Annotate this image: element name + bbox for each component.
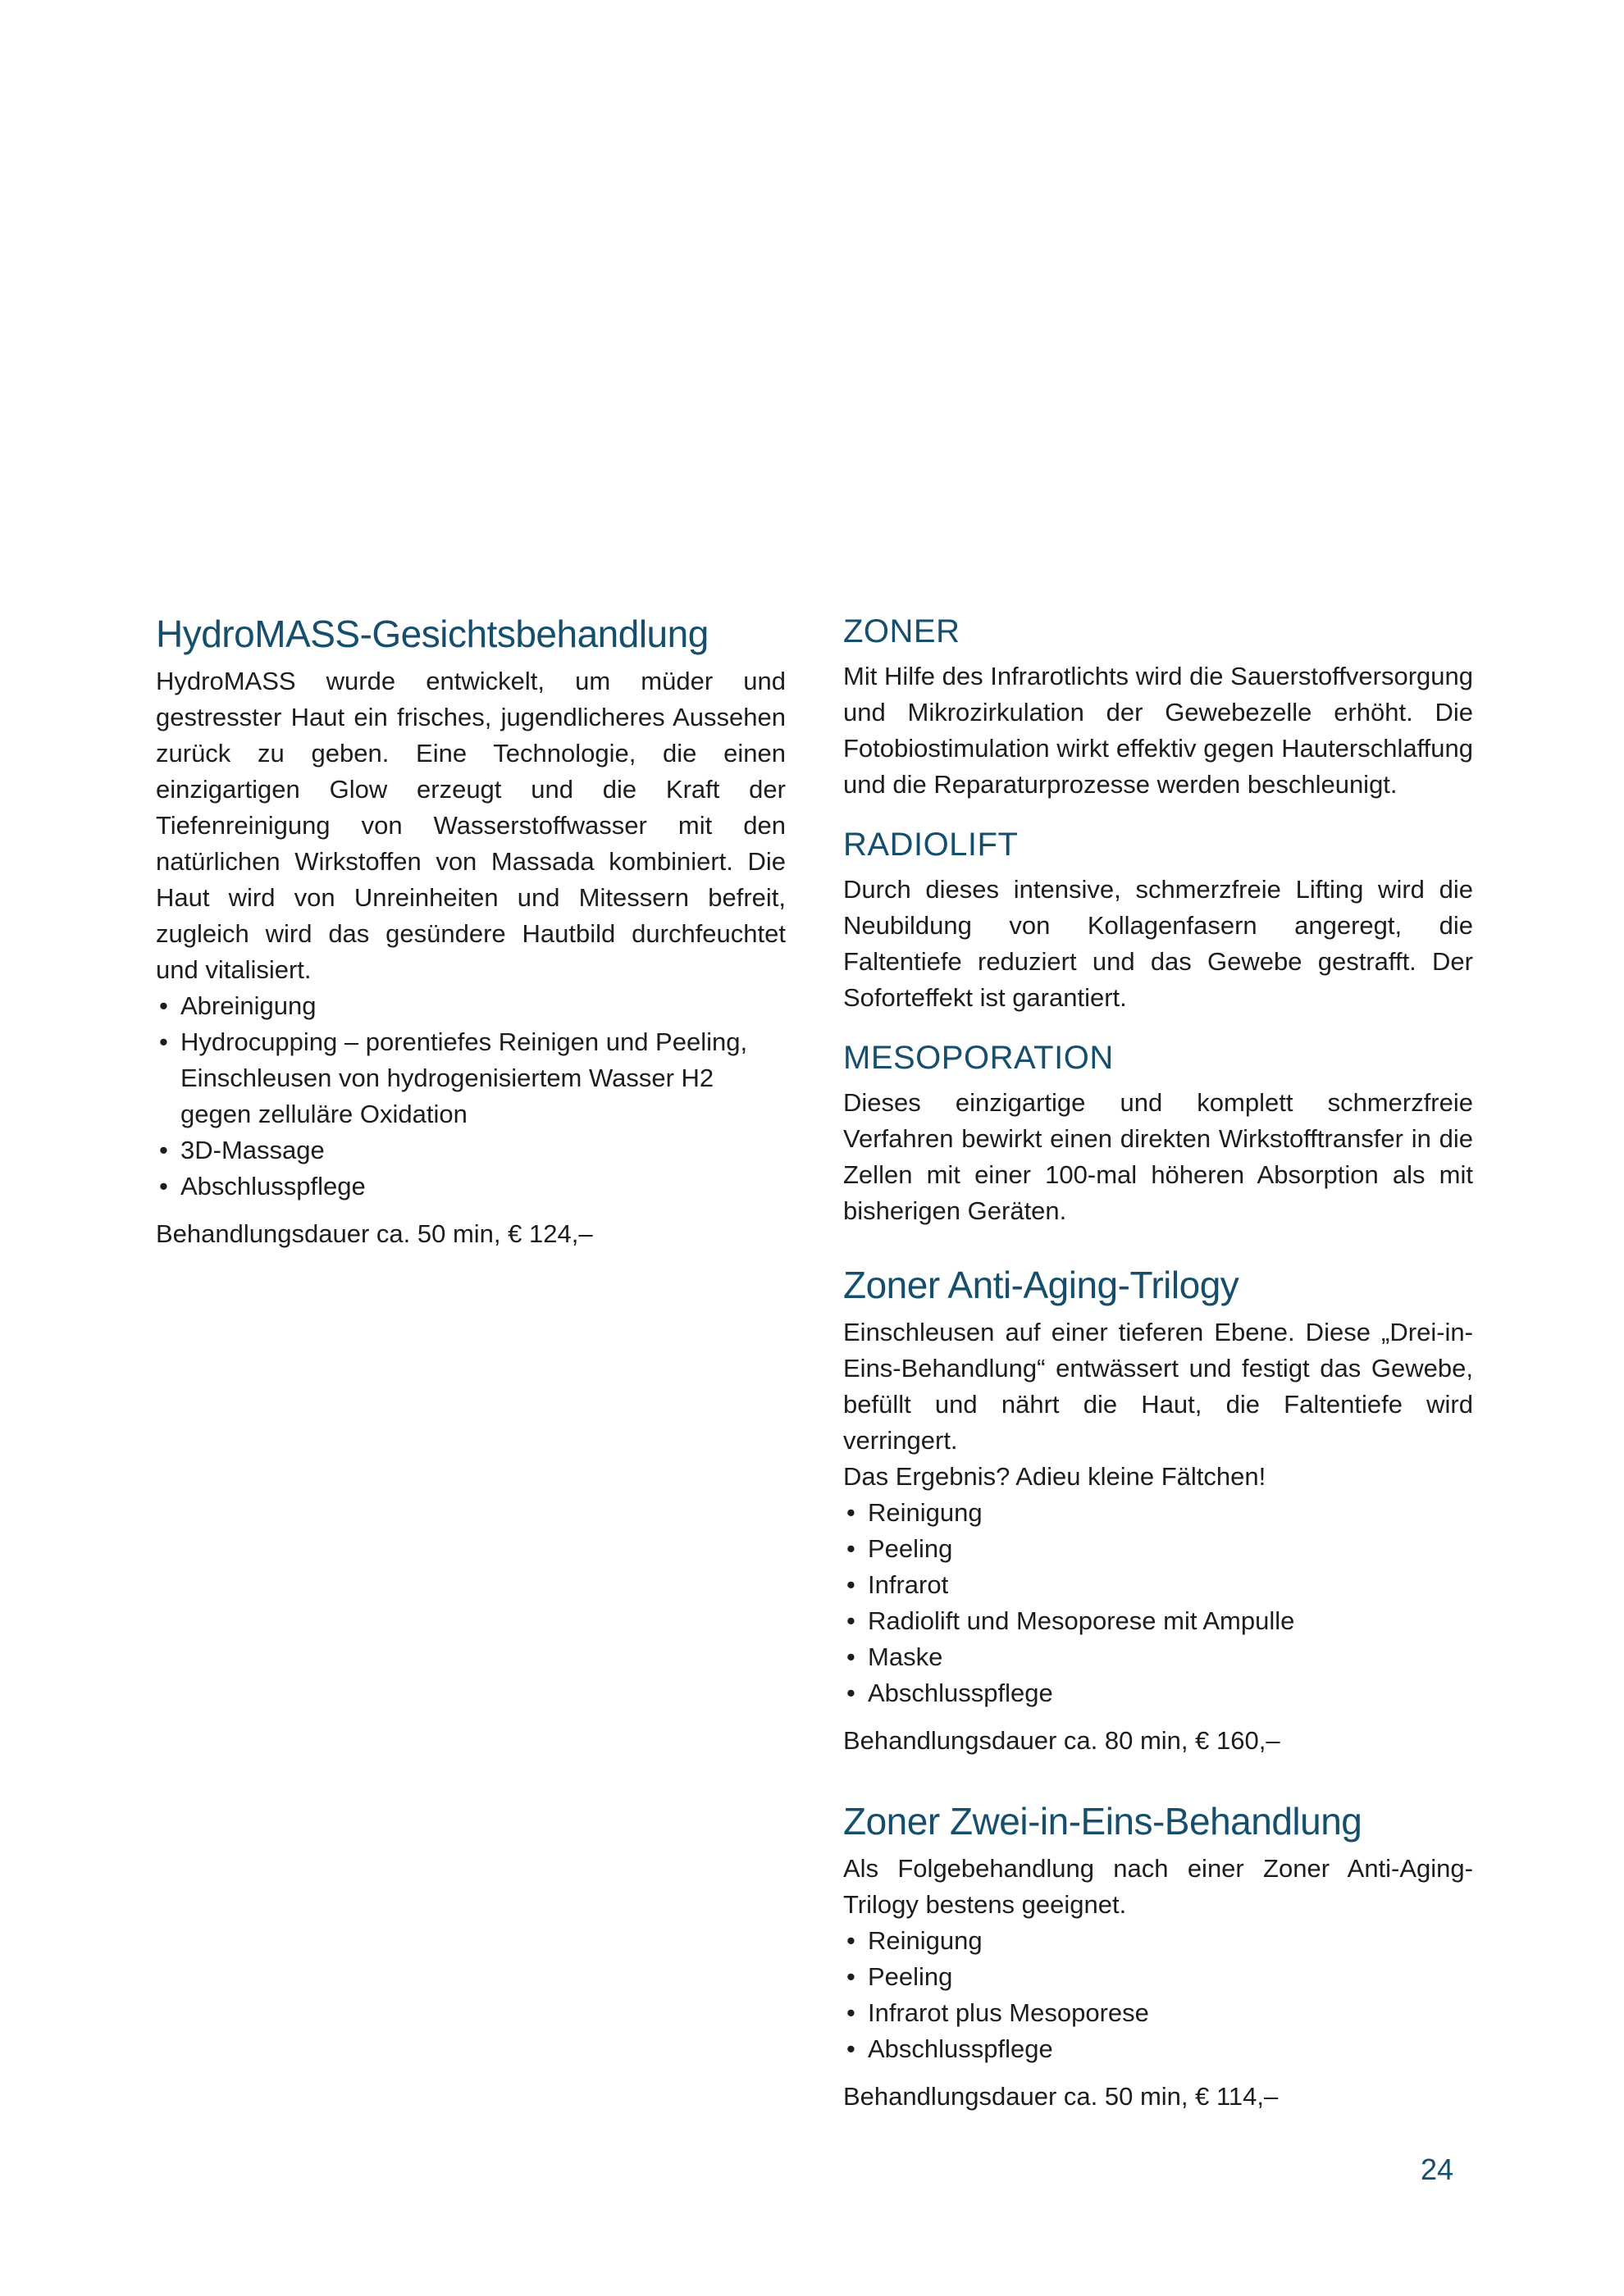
mesoporation-description: Dieses einzigartige und komplett schmerzfreie Verfahren bewirkt einen direkten Wirkstofftransfer in die Zellen mit einer 100-mal höheren Absorption als mit bisherigen Geräten. — [843, 1088, 1473, 1225]
list-item: • 3D-Massage — [156, 1132, 786, 1168]
list-item: • Reinigung — [843, 1923, 1473, 1959]
list-item: • Abschlusspflege — [843, 2031, 1473, 2067]
list-item: • Infrarot plus Mesoporese — [843, 1995, 1473, 2031]
hydromass-duration-price: Behandlungsdauer ca. 50 min, € 124,– — [156, 1219, 593, 1248]
list-item: • Abreinigung — [156, 988, 786, 1024]
left-column — [156, 611, 786, 1252]
zoner-description: Mit Hilfe des Infrarotlichts wird die Sauerstoffversorgung und Mikrozirkulation der Gewebezelle erhöht. Die Fotobiostimulation wirkt effektiv gegen Hauterschlaffung und die Reparaturprozesse werden beschleunigt. — [843, 662, 1473, 799]
section-title-radiolift: RADIOLIFT — [843, 827, 1019, 863]
list-item: • Reinigung — [843, 1495, 1473, 1531]
zwei-in-eins-bullet-list — [843, 1923, 1473, 2067]
trilogy-description: Einschleusen auf einer tieferen Ebene. Diese „Drei-in-Eins-Behandlung“ entwässert und festigt das Gewebe, befüllt und nährt die Haut, die Faltentiefe wird verringert. — [843, 1318, 1473, 1455]
hydromass-description: HydroMASS wurde entwickelt, um müder und gestresster Haut ein frisches, jugendlicheres Aussehen zurück zu geben. Eine Technologie, die einen einzigartigen Glow erzeugt und die Kraft der Tiefenreinigung von Wasserstoffwasser mit den natürlichen Wirkstoffen von Massada kombiniert. Die Haut wird von Unreinheiten und Mitessern befreit, zugleich wird das gesündere Hautbild durchfeuchtet und vitalisiert. — [156, 667, 786, 984]
list-item: • Abschlusspflege — [156, 1168, 786, 1205]
radiolift-description: Durch dieses intensive, schmerzfreie Lifting wird die Neubildung von Kollagenfasern angeregt, die Faltentiefe reduziert und das Gewebe gestrafft. Der Soforteffekt ist garantiert. — [843, 875, 1473, 1012]
trilogy-duration-price: Behandlungsdauer ca. 80 min, € 160,– — [843, 1726, 1280, 1755]
trilogy-result-line: Das Ergebnis? Adieu kleine Fältchen! — [843, 1462, 1266, 1491]
section-title-zoner: ZONER — [843, 613, 960, 649]
page-number: 24 — [1421, 2152, 1454, 2186]
list-item: • Maske — [843, 1639, 1473, 1675]
list-item: • Hydrocupping – porentiefes Reinigen und Peeling, Einschleusen von hydrogenisiertem Wasser H2 gegen zelluläre Oxidation — [156, 1024, 786, 1132]
list-item: • Infrarot — [843, 1567, 1473, 1603]
zwei-in-eins-description: Als Folgebehandlung nach einer Zoner Anti-Aging-Trilogy bestens geeignet. — [843, 1854, 1473, 1919]
list-item: • Radiolift und Mesoporese mit Ampulle — [843, 1603, 1473, 1639]
list-item: • Peeling — [843, 1959, 1473, 1995]
hydromass-bullet-list — [156, 988, 786, 1205]
section-title-anti-aging-trilogy: Zoner Anti-Aging-Trilogy — [843, 1264, 1239, 1306]
section-title-mesoporation: MESOPORATION — [843, 1040, 1114, 1076]
right-column — [843, 611, 1473, 2115]
list-item: • Peeling — [843, 1531, 1473, 1567]
section-title-zwei-in-eins: Zoner Zwei-in-Eins-Behandlung — [843, 1800, 1362, 1843]
trilogy-bullet-list — [843, 1495, 1473, 1711]
zwei-in-eins-duration-price: Behandlungsdauer ca. 50 min, € 114,– — [843, 2082, 1279, 2111]
list-item: • Abschlusspflege — [843, 1675, 1473, 1711]
section-title-hydromass: HydroMASS-Gesichtsbehandlung — [156, 613, 709, 655]
